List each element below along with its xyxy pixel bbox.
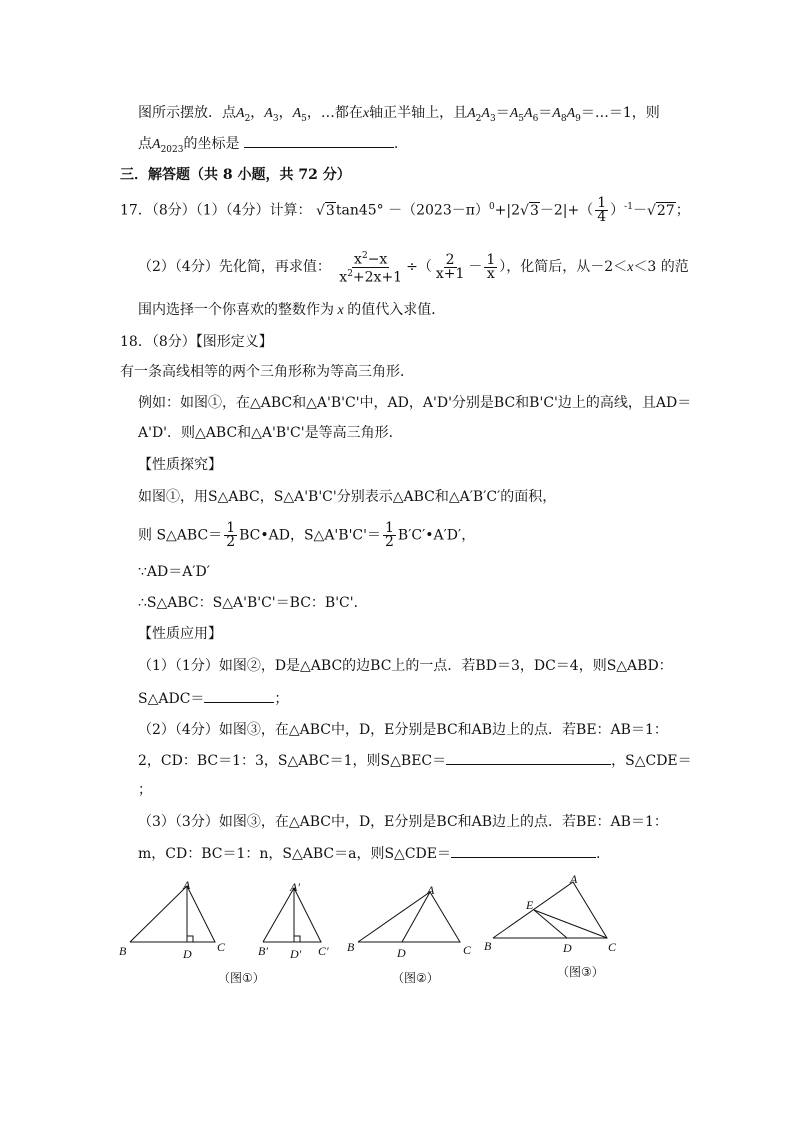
fig2-label-b: B	[347, 940, 355, 954]
answer-blank[interactable]	[244, 133, 394, 148]
section-heading: 三．解答题（共 8 小题，共 72 分）	[120, 167, 351, 183]
q18-a2-line2: 2，CD：BC＝1：3，S△ABC＝1，则S△BEC＝ ，S△CDE＝	[138, 750, 692, 771]
fig3-caption: （图③）	[557, 965, 604, 979]
fig1-triangle	[130, 886, 215, 942]
q17-line1: 17．（8分）（1）（4分）计算： $√3\tan 45^\circ -(2023-\pi)^0+|2√3-2|+$（ $\frac{1}{4}$ ）$^{-1}$－√27；	[120, 195, 690, 226]
q17-line2: （2）（4分）先化简，再求值： $\frac{x^2-x}{x^2+2x+1}$ ÷（ $\frac{2}{x+1}$ － $\frac{1}{x}$ ），化简后，从－2＜x＜3 的范	[138, 251, 689, 286]
q18-definition: 有一条高线相等的两个三角形称为等高三角形．	[120, 364, 414, 380]
fraction-quarter: $\frac{1}{4}$	[597, 195, 607, 226]
sqrt-3: √3	[316, 202, 335, 219]
q18-property-4: ∴S△ABC：S△A'B'C'＝BC：B'C'．	[138, 595, 368, 611]
geometry-figures	[0, 870, 794, 1010]
q18-a2-line3: ；	[138, 782, 152, 798]
fig3-triangle	[493, 882, 607, 938]
q18-property-2: 则 S△ABC＝ $\frac{1}{2}$ BC•AD，S△A'B'C'＝ $\frac{1}{2}$ B′C′•A′D′，	[138, 520, 476, 550]
q18-example-1: 例如：如图①，在△ABC和△A'B'C'中，AD，A'D'分别是BC和B'C'边上的高线，且AD＝	[138, 395, 692, 411]
fig2-segment-ad	[402, 892, 430, 942]
fig2-caption: （图②）	[392, 971, 439, 985]
text-line: 图所示摆放．点$A_2$，$A_3$，$A_5$，…都在x轴正半轴上，且$A_2A_3=A_5A_6=A_8A_9=\dots=1$，则	[138, 105, 660, 124]
fig3-label-c: C	[608, 940, 617, 954]
fig3-label-d: D	[563, 941, 572, 955]
q18-application-title: 【性质应用】	[138, 626, 222, 642]
answer-blank[interactable]	[204, 688, 274, 703]
fig3-label-a: A	[570, 872, 578, 886]
q18-a1-line1: （1）（1分）如图②，D是△ABC的边BC上的一点．若BD＝3，DC＝4，则S△ABD：	[138, 658, 673, 674]
fig2-label-c: C	[463, 943, 472, 957]
fig1-caption: （图①）	[218, 971, 265, 985]
q18-a3-line2: m，CD：BC＝1：n，S△ABC＝a，则S△CDE＝ .	[138, 843, 600, 864]
fig1-right-angle	[187, 936, 193, 942]
fig1b-label-b: B′	[258, 944, 268, 958]
fig1b-label-c: C′	[318, 944, 329, 958]
fig1b-label-a: A′	[290, 880, 300, 894]
fig1b-right-angle	[294, 936, 300, 942]
fig1b-triangle	[263, 888, 321, 942]
q18-property-3: ∵AD＝A′D′	[138, 564, 210, 580]
answer-blank[interactable]	[446, 750, 611, 765]
answer-blank[interactable]	[451, 843, 596, 858]
q18-property-1: 如图①，用S△ABC，S△A'B'C'分别表示△ABC和△A′B′C′的面积，	[138, 489, 557, 505]
fig1-label-c: C	[217, 940, 226, 954]
q18-example-2: A'D'．则△ABC和△A'B'C'是等高三角形．	[138, 425, 403, 441]
fig1-label-b: B	[119, 944, 127, 958]
fig3-label-e: E	[526, 898, 534, 912]
fig2-label-d: D	[397, 946, 406, 960]
fig2-label-a: A	[427, 883, 435, 897]
q18-a3-line1: （3）（3分）如图③，在△ABC中，D，E分别是BC和AB边上的点．若BE：AB＝1：	[138, 814, 668, 830]
fraction-expr: $\frac{x^2-x}{x^2+2x+1}$	[339, 251, 403, 286]
fig2-triangle	[358, 892, 460, 942]
fig3-segment-ed	[534, 910, 567, 938]
fig1-label-a: A	[183, 878, 191, 892]
fig3-segment-ec	[534, 910, 607, 938]
q18-a2-line1: （2）（4分）如图③，在△ABC中，D，E分别是BC和AB边上的点．若BE：AB＝1：	[138, 722, 668, 738]
text-line: 点$A_{2023}$的坐标是 .	[138, 133, 398, 160]
fig1-label-d: D	[183, 947, 192, 961]
q18-property-title: 【性质探究】	[138, 457, 222, 473]
q18-heading: 18．（8分）【图形定义】	[120, 334, 273, 350]
fig3-label-b: B	[484, 939, 492, 953]
q17-line3: 围内选择一个你喜欢的整数作为 x 的值代入求值．	[138, 302, 446, 318]
q18-a1-line2: S△ADC＝ ；	[138, 688, 288, 709]
fig1b-label-d: D′	[290, 947, 302, 961]
